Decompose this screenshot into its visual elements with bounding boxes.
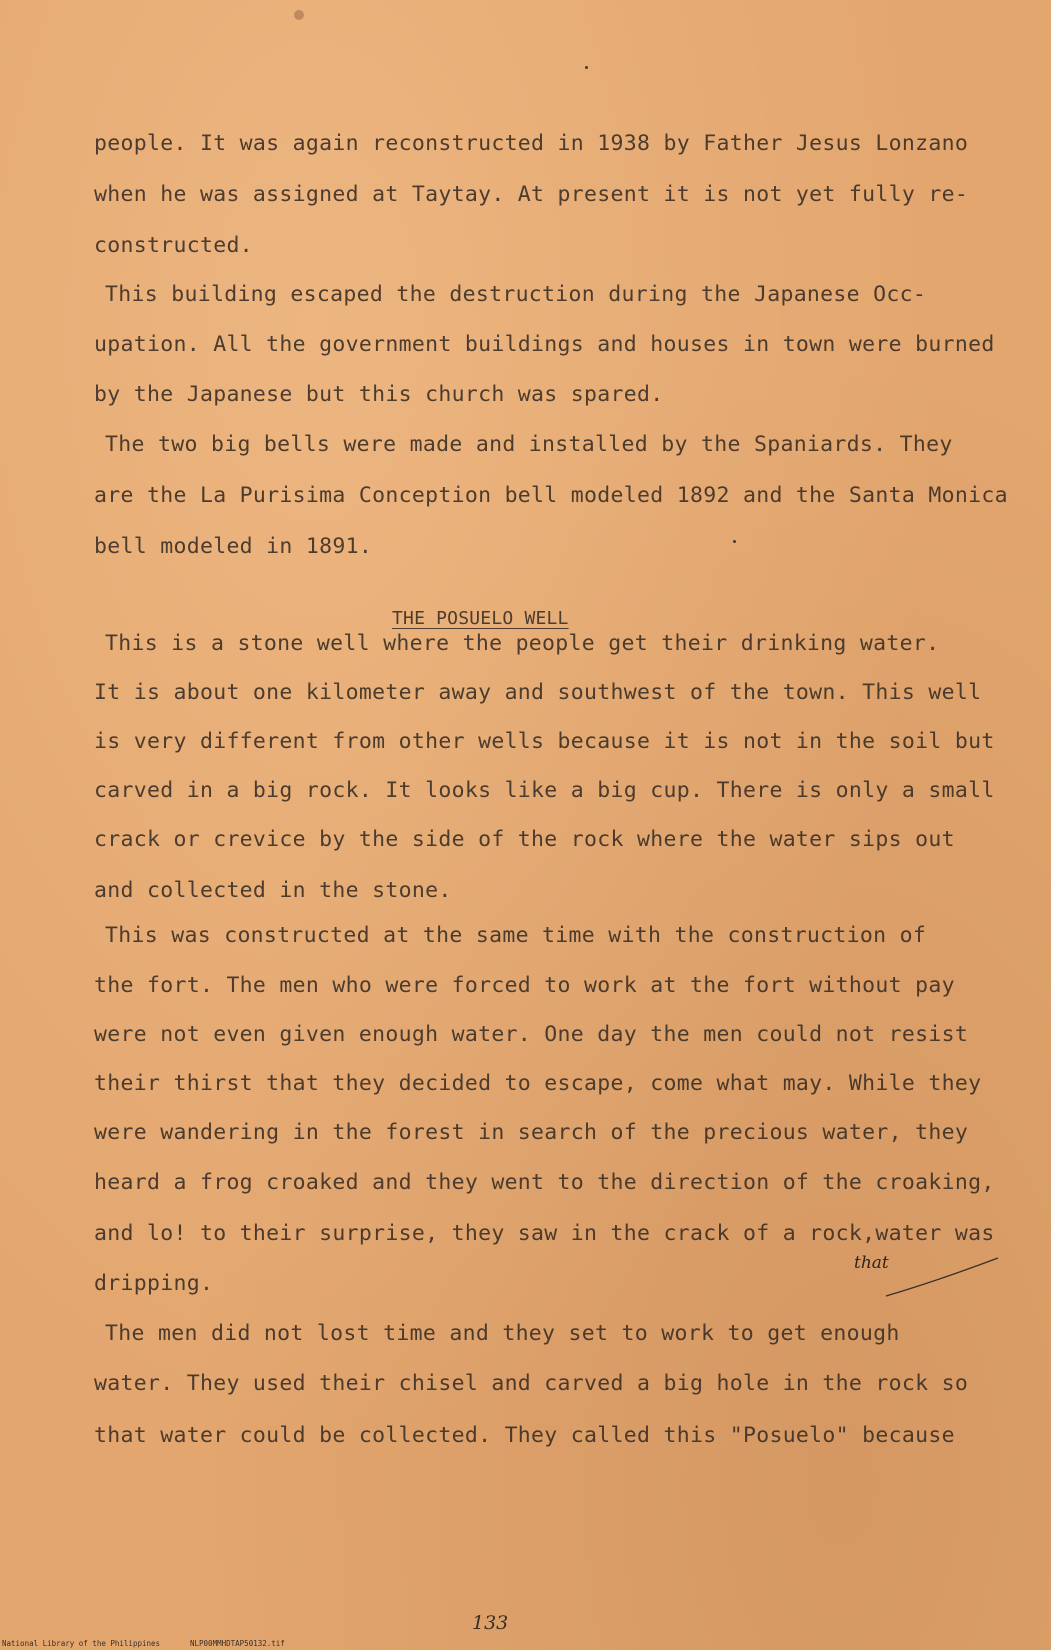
text-line: The two big bells were made and installed by the Spaniards. They bbox=[105, 432, 953, 457]
ink-speck bbox=[585, 66, 588, 69]
footer-institution: National Library of the Philippines bbox=[2, 1639, 161, 1648]
text-line: heard a frog croaked and they went to the direction of the croaking, bbox=[94, 1170, 995, 1195]
text-line: and collected in the stone. bbox=[94, 878, 452, 903]
text-line: This was constructed at the same time with the construction of bbox=[105, 923, 927, 948]
text-line: This building escaped the destruction during the Japanese Occ- bbox=[105, 282, 927, 307]
text-line: were not even given enough water. One day the men could not resist bbox=[94, 1022, 969, 1047]
text-line: people. It was again reconstructed in 1938 by Father Jesus Lonzano bbox=[94, 131, 969, 156]
text-line: their thirst that they decided to escape, come what may. While they bbox=[94, 1071, 982, 1096]
text-line: constructed. bbox=[94, 233, 253, 258]
text-line: dripping. bbox=[94, 1271, 214, 1296]
pen-stroke-mark bbox=[880, 1246, 1010, 1306]
text-line: when he was assigned at Taytay. At present it is not yet fully re- bbox=[94, 182, 969, 207]
section-heading: THE POSUELO WELL bbox=[392, 608, 569, 629]
ink-speck bbox=[733, 540, 736, 543]
text-line: the fort. The men who were forced to work at the fort without pay bbox=[94, 973, 955, 998]
text-line: This is a stone well where the people get their drinking water. bbox=[105, 631, 940, 656]
text-line: that water could be collected. They called this "Posuelo" because bbox=[94, 1423, 955, 1448]
text-line: It is about one kilometer away and southwest of the town. This well bbox=[94, 680, 982, 705]
page-number: 133 bbox=[472, 1612, 509, 1634]
text-line: were wandering in the forest in search of the precious water, they bbox=[94, 1120, 969, 1145]
ink-speck bbox=[294, 10, 304, 20]
text-line: upation. All the government buildings and houses in town were burned bbox=[94, 332, 995, 357]
text-line: crack or crevice by the side of the rock where the water sips out bbox=[94, 827, 955, 852]
handwritten-insertion: that bbox=[854, 1253, 889, 1273]
text-line: bell modeled in 1891. bbox=[94, 534, 373, 559]
text-line: water. They used their chisel and carved a big hole in the rock so bbox=[94, 1371, 969, 1396]
text-line: by the Japanese but this church was spared. bbox=[94, 382, 664, 407]
footer-file-id: NLP00MMHDTAP50132.tif bbox=[190, 1639, 285, 1648]
text-line: is very different from other wells because it is not in the soil but bbox=[94, 729, 995, 754]
text-line: are the La Purisima Conception bell modeled 1892 and the Santa Monica bbox=[94, 483, 1008, 508]
text-line: and lo! to their surprise, they saw in the crack of a rock,water was bbox=[94, 1221, 995, 1246]
text-line: The men did not lost time and they set to work to get enough bbox=[105, 1321, 900, 1346]
text-line: carved in a big rock. It looks like a big cup. There is only a small bbox=[94, 778, 995, 803]
